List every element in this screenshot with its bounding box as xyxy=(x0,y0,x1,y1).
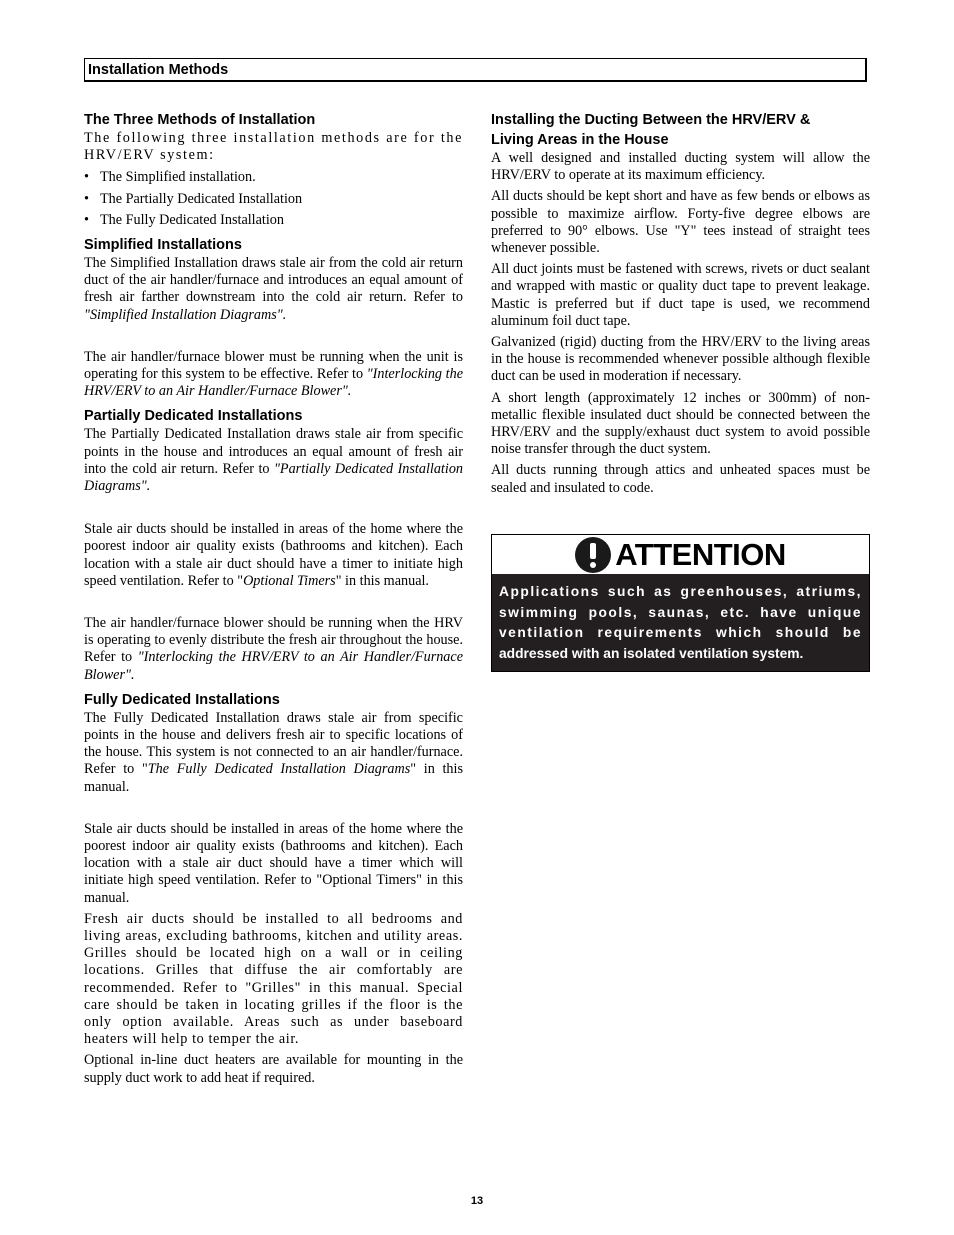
list-item: • The Partially Dedicated Installation xyxy=(84,190,303,207)
page-number: 13 xyxy=(470,1195,484,1207)
methods-list xyxy=(84,167,463,232)
three-methods-intro: The following three installation methods are for the HRV/ERV system: xyxy=(84,130,463,164)
left-column xyxy=(84,110,463,1087)
partially-heading: Partially Dedicated Installations xyxy=(84,408,303,425)
exclamation-icon xyxy=(575,537,611,573)
ducting-heading-line2: Living Areas in the House xyxy=(491,132,669,148)
simplified-paragraph-1: The Simplified Installation draws stale air from the cold air return duct of the air handler/furnace and introduces an equal amount of fresh air farther downstream into the cold air return. Refer to "Simplified Installation Diagrams". xyxy=(84,254,463,323)
partially-paragraph-3: The air handler/furnace blower should be running when the HRV is operating to evenly distribute the fresh air throughout the house. Refer to "Interlocking the HRV/ERV to an Air Handler/Furnace Blower". xyxy=(84,614,463,683)
attention-header xyxy=(492,535,869,574)
attention-body xyxy=(492,574,869,671)
ducting-paragraph-1: A well designed and installed ducting system will allow the HRV/ERV to operate at its maximum efficiency. xyxy=(491,150,870,184)
list-item: • The Simplified installation. xyxy=(84,169,256,186)
ducting-paragraph-5: A short length (approximately 12 inches or 300mm) of non-metallic flexible insulated duct should be connected between the HRV/ERV and the supply/exhaust duct system to avoid possible noise transfer through the duct system. xyxy=(491,389,870,458)
list-item: • The Fully Dedicated Installation xyxy=(84,212,284,229)
partially-paragraph-1: The Partially Dedicated Installation draws stale air from specific points in the house and introduces an equal amount of fresh air into the cold air return. Refer to "Partially Dedicated Installation Diagrams". xyxy=(84,426,464,494)
fully-paragraph-1: The Fully Dedicated Installation draws stale air from specific points in the house and delivers fresh air to specific locations of the house. This system is not connected to an air handler/furnace. Refer to "The Fully Dedicated Installation Diagrams" in this manual. xyxy=(84,709,463,795)
fully-paragraph-2: Stale air ducts should be installed in areas of the home where the poorest indoor air quality exists (bathrooms and kitchen). Each location with a stale air duct should have a timer which will initiate high speed ventilation. Refer to "Optional Timers" in this manual. xyxy=(84,820,463,906)
simplified-paragraph-2: The air handler/furnace blower must be running when the unit is operating for this system to be effective. Refer to "Interlocking the HRV/ERV to an Air Handler/Furnace Blower". xyxy=(84,348,463,400)
partially-paragraph-2: Stale air ducts should be installed in areas of the home where the poorest indoor air quality exists (bathrooms and kitchen). Each location with a stale air duct should have a timer to initiate high speed ventilation. Refer to "Optional Timers" in this manual. xyxy=(84,521,463,589)
right-column xyxy=(491,110,870,497)
interlocking-ref: "Interlocking the HRV/ERV to an Air Handler/Furnace Blower". xyxy=(84,649,463,683)
fully-paragraph-3: Fresh air ducts should be installed to all bedrooms and living areas, excluding bathrooms, kitchen and utility areas. Grilles should be located high on a wall or in ceiling locations. Grilles that diffuse the air comfortably are recommended. Refer to "Grilles" in this manual. Special care should be taken in locating grilles if the floor is the only option available. Areas such as under baseboard heaters will help to temper the air. xyxy=(84,910,463,1048)
attention-title: ATTENTION xyxy=(615,536,786,572)
section-header: Installation Methods xyxy=(84,58,867,82)
fully-diagrams-ref: The Fully Dedicated Installation Diagrams xyxy=(147,761,411,778)
ducting-heading-line1: Installing the Ducting Between the HRV/ERV & xyxy=(491,112,811,128)
simplified-diagrams-ref: "Simplified Installation Diagrams". xyxy=(84,306,287,323)
optional-timers-ref: Optional Timers xyxy=(243,572,336,589)
fully-paragraph-4: Optional in-line duct heaters are available for mounting in the supply duct work to add heat if required. xyxy=(84,1052,463,1086)
ducting-paragraph-2: All ducts should be kept short and have as few bends or elbows as possible to maximize airflow. Forty-five degree elbows are preferred to 90° elbows. Use "Y" tees instead of straight tees whenever possible. xyxy=(491,188,870,257)
attention-box xyxy=(491,534,870,672)
fully-heading: Fully Dedicated Installations xyxy=(84,691,280,708)
attention-message: Applications such as greenhouses, atriums, swimming pools, saunas, etc. have unique ventilation requirements which should be addressed with an isolated ventilation system. xyxy=(499,584,862,661)
ducting-paragraph-6: All ducts running through attics and unheated spaces must be sealed and insulated to code. xyxy=(491,462,870,496)
interlocking-ref: "Interlocking the HRV/ERV to an Air Handler/Furnace Blower". xyxy=(84,365,463,400)
ducting-paragraph-4: Galvanized (rigid) ducting from the HRV/ERV to the living areas in the house is recommended whenever possible although flexible duct can be used in moderation if necessary. xyxy=(491,334,870,385)
three-methods-heading: The Three Methods of Installation xyxy=(84,112,316,128)
simplified-heading: Simplified Installations xyxy=(84,236,242,253)
partially-diagrams-ref: "Partially Dedicated Installation Diagrams". xyxy=(84,460,464,494)
ducting-paragraph-3: All duct joints must be fastened with screws, rivets or duct sealant and wrapped with mastic or quality duct tape to prevent leakage. Mastic is preferred but if duct tape is used, we recommend aluminum foil duct tape. xyxy=(491,261,870,329)
